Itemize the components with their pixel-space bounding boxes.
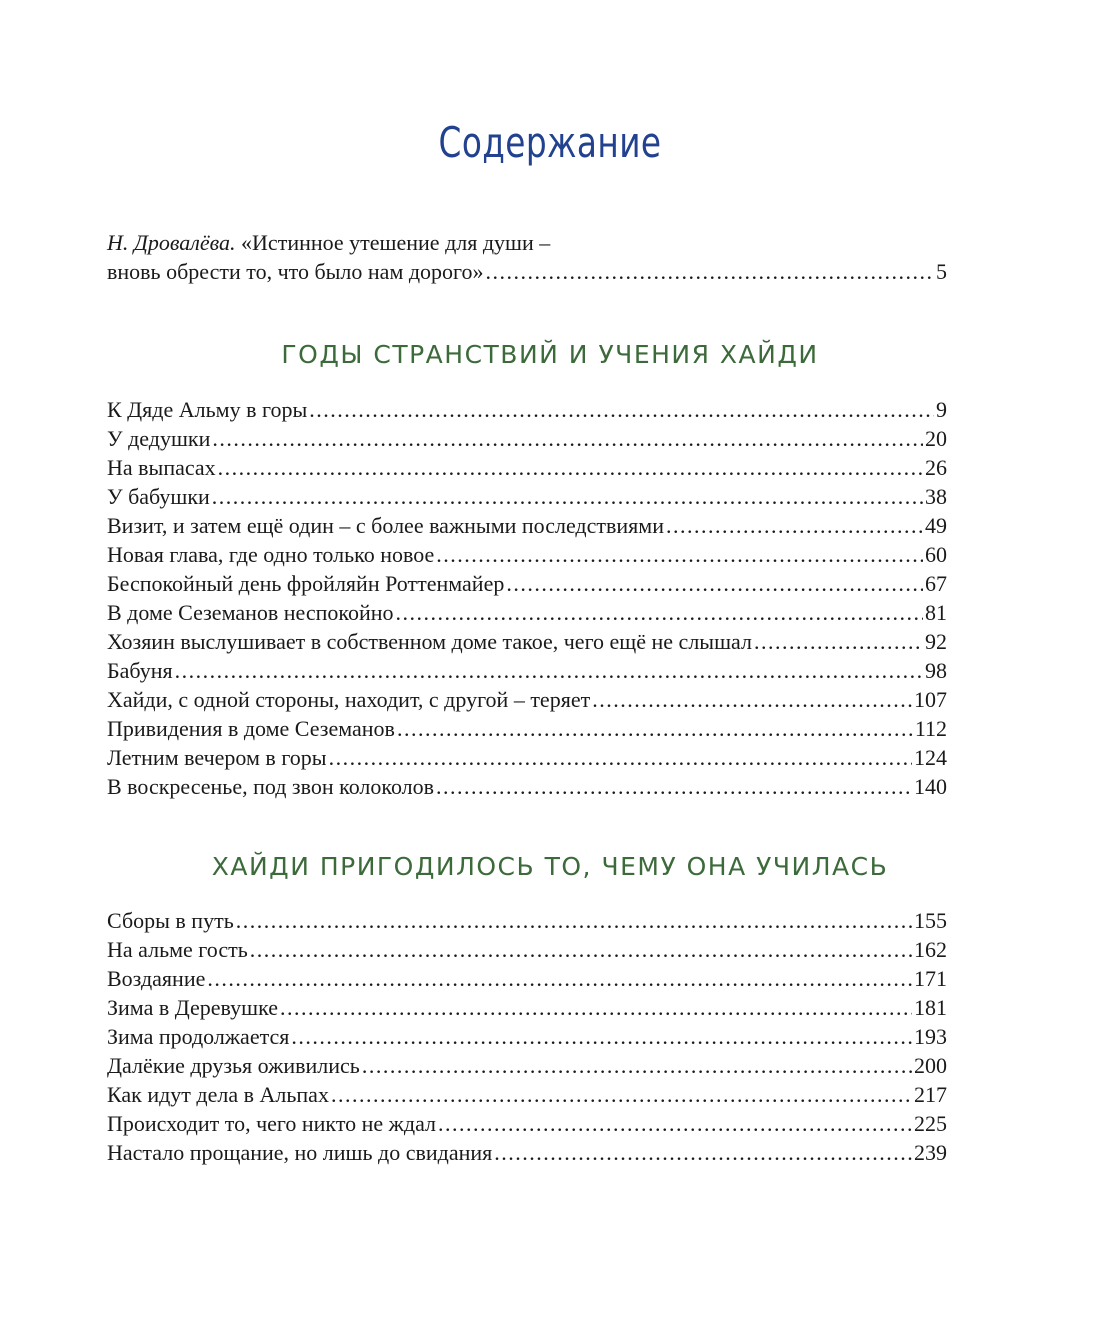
dot-leader bbox=[396, 598, 923, 627]
chapter-title: В воскресенье, под звон колоколов bbox=[107, 774, 435, 799]
toc-entry[interactable] bbox=[107, 424, 947, 453]
dot-leader bbox=[438, 1109, 912, 1138]
chapter-page-number: 124 bbox=[914, 745, 947, 770]
toc-entry[interactable] bbox=[107, 1138, 947, 1167]
chapter-title: В доме Сеземанов неспокойно bbox=[107, 600, 394, 625]
chapter-page-number: 9 bbox=[936, 397, 947, 422]
chapter-title: Сборы в путь bbox=[107, 908, 234, 933]
chapter-title: Как идут дела в Альпах bbox=[107, 1082, 329, 1107]
toc-entry[interactable] bbox=[107, 1022, 947, 1051]
chapter-page-number: 217 bbox=[914, 1082, 947, 1107]
toc-entry[interactable] bbox=[107, 714, 947, 743]
chapter-page-number: 225 bbox=[914, 1111, 947, 1136]
chapter-page-number: 60 bbox=[925, 542, 947, 567]
dot-leader bbox=[397, 714, 913, 743]
chapter-page-number: 38 bbox=[925, 484, 947, 509]
toc-entry[interactable] bbox=[107, 1109, 947, 1138]
dot-leader bbox=[218, 453, 923, 482]
dot-leader bbox=[494, 1138, 912, 1167]
chapter-page-number: 81 bbox=[925, 600, 947, 625]
toc-entry[interactable] bbox=[107, 993, 947, 1022]
toc-entry[interactable] bbox=[107, 656, 947, 685]
chapter-page-number: 155 bbox=[914, 908, 947, 933]
dot-leader bbox=[280, 993, 912, 1022]
dot-leader bbox=[436, 772, 912, 801]
chapter-page-number: 107 bbox=[914, 687, 947, 712]
intro-author: Н. Дровалёва. bbox=[107, 230, 236, 255]
chapter-title: К Дяде Альму в горы bbox=[107, 397, 308, 422]
toc-entry[interactable] bbox=[107, 964, 947, 993]
section-title-1: ГОДЫ СТРАНСТВИЙ И УЧЕНИЯ ХАЙДИ bbox=[281, 340, 819, 369]
dot-leader bbox=[291, 1022, 912, 1051]
chapter-title: Зима продолжается bbox=[107, 1024, 290, 1049]
chapter-page-number: 20 bbox=[925, 426, 947, 451]
toc-entry[interactable] bbox=[107, 511, 947, 540]
chapter-page-number: 49 bbox=[925, 513, 947, 538]
dot-leader bbox=[329, 743, 912, 772]
intro-line-2 bbox=[107, 257, 947, 286]
chapter-page-number: 26 bbox=[925, 455, 947, 480]
chapter-title: Новая глава, где одно только новое bbox=[107, 542, 435, 567]
toc-entry[interactable] bbox=[107, 627, 947, 656]
chapter-page-number: 112 bbox=[914, 716, 947, 741]
toc-entry[interactable] bbox=[107, 569, 947, 598]
toc-entry[interactable] bbox=[107, 540, 947, 569]
intro-title-line2: вновь обрести то, что было нам дорого» bbox=[107, 259, 484, 284]
chapter-page-number: 200 bbox=[914, 1053, 947, 1078]
chapter-title: На альме гость bbox=[107, 937, 248, 962]
dot-leader bbox=[309, 395, 934, 424]
toc-entry[interactable] bbox=[107, 906, 947, 935]
toc-entry[interactable] bbox=[107, 935, 947, 964]
chapter-page-number: 92 bbox=[925, 629, 947, 654]
toc-entry[interactable] bbox=[107, 772, 947, 801]
dot-leader bbox=[436, 540, 923, 569]
chapter-page-number: 162 bbox=[914, 937, 947, 962]
dot-leader bbox=[362, 1051, 912, 1080]
dot-leader bbox=[506, 569, 923, 598]
chapter-page-number: 171 bbox=[914, 966, 947, 991]
chapter-title: Летним вечером в горы bbox=[107, 745, 327, 770]
chapter-title: Беспокойный день фройляйн Роттенмайер bbox=[107, 571, 505, 596]
toc-entry[interactable] bbox=[107, 395, 947, 424]
toc-entry[interactable] bbox=[107, 453, 947, 482]
chapter-title: У бабушки bbox=[107, 484, 210, 509]
dot-leader bbox=[592, 685, 912, 714]
chapter-title: Хозяин выслушивает в собственном доме такое, чего ещё не слышал bbox=[107, 629, 752, 654]
chapter-title: Бабуня bbox=[107, 658, 173, 683]
toc-entry[interactable] bbox=[107, 598, 947, 627]
intro-entry[interactable] bbox=[107, 228, 947, 286]
toc-list-section-2 bbox=[107, 906, 947, 1167]
chapter-page-number: 98 bbox=[925, 658, 947, 683]
dot-leader bbox=[212, 482, 923, 511]
chapter-title: На выпасах bbox=[107, 455, 216, 480]
chapter-title: Настало прощание, но лишь до свидания bbox=[107, 1140, 493, 1165]
chapter-title: Хайди, с одной стороны, находит, с другой – теряет bbox=[107, 687, 591, 712]
chapter-page-number: 67 bbox=[925, 571, 947, 596]
chapter-page-number: 181 bbox=[914, 995, 947, 1020]
toc-entry[interactable] bbox=[107, 685, 947, 714]
dot-leader bbox=[666, 511, 923, 540]
section-title-2: ХАЙДИ ПРИГОДИЛОСЬ ТО, ЧЕМУ ОНА УЧИЛАСЬ bbox=[211, 852, 889, 881]
intro-page-number: 5 bbox=[936, 259, 947, 284]
chapter-page-number: 140 bbox=[914, 774, 947, 799]
intro-line-1 bbox=[107, 228, 947, 257]
toc-list-section-1 bbox=[107, 395, 947, 801]
dot-leader bbox=[236, 906, 912, 935]
page-title: Содержание bbox=[438, 118, 662, 167]
chapter-title: Визит, и затем ещё один – с более важными последствиями bbox=[107, 513, 664, 538]
dot-leader bbox=[754, 627, 923, 656]
chapter-title: Происходит то, чего никто не ждал bbox=[107, 1111, 437, 1136]
dot-leader bbox=[207, 964, 912, 993]
dot-leader bbox=[486, 257, 934, 286]
dot-leader bbox=[250, 935, 912, 964]
chapter-title: Воздаяние bbox=[107, 966, 206, 991]
chapter-title: У дедушки bbox=[107, 426, 211, 451]
chapter-title: Зима в Деревушке bbox=[107, 995, 279, 1020]
intro-title-line1: «Истинное утешение для души – bbox=[241, 230, 551, 255]
chapter-title: Привидения в доме Сеземанов bbox=[107, 716, 395, 741]
dot-leader bbox=[212, 424, 923, 453]
toc-entry[interactable] bbox=[107, 1051, 947, 1080]
toc-entry[interactable] bbox=[107, 1080, 947, 1109]
chapter-page-number: 239 bbox=[914, 1140, 947, 1165]
chapter-page-number: 193 bbox=[914, 1024, 947, 1049]
chapter-title: Далёкие друзья оживились bbox=[107, 1053, 360, 1078]
dot-leader bbox=[331, 1080, 912, 1109]
dot-leader bbox=[175, 656, 923, 685]
toc-entry[interactable] bbox=[107, 743, 947, 772]
toc-entry[interactable] bbox=[107, 482, 947, 511]
